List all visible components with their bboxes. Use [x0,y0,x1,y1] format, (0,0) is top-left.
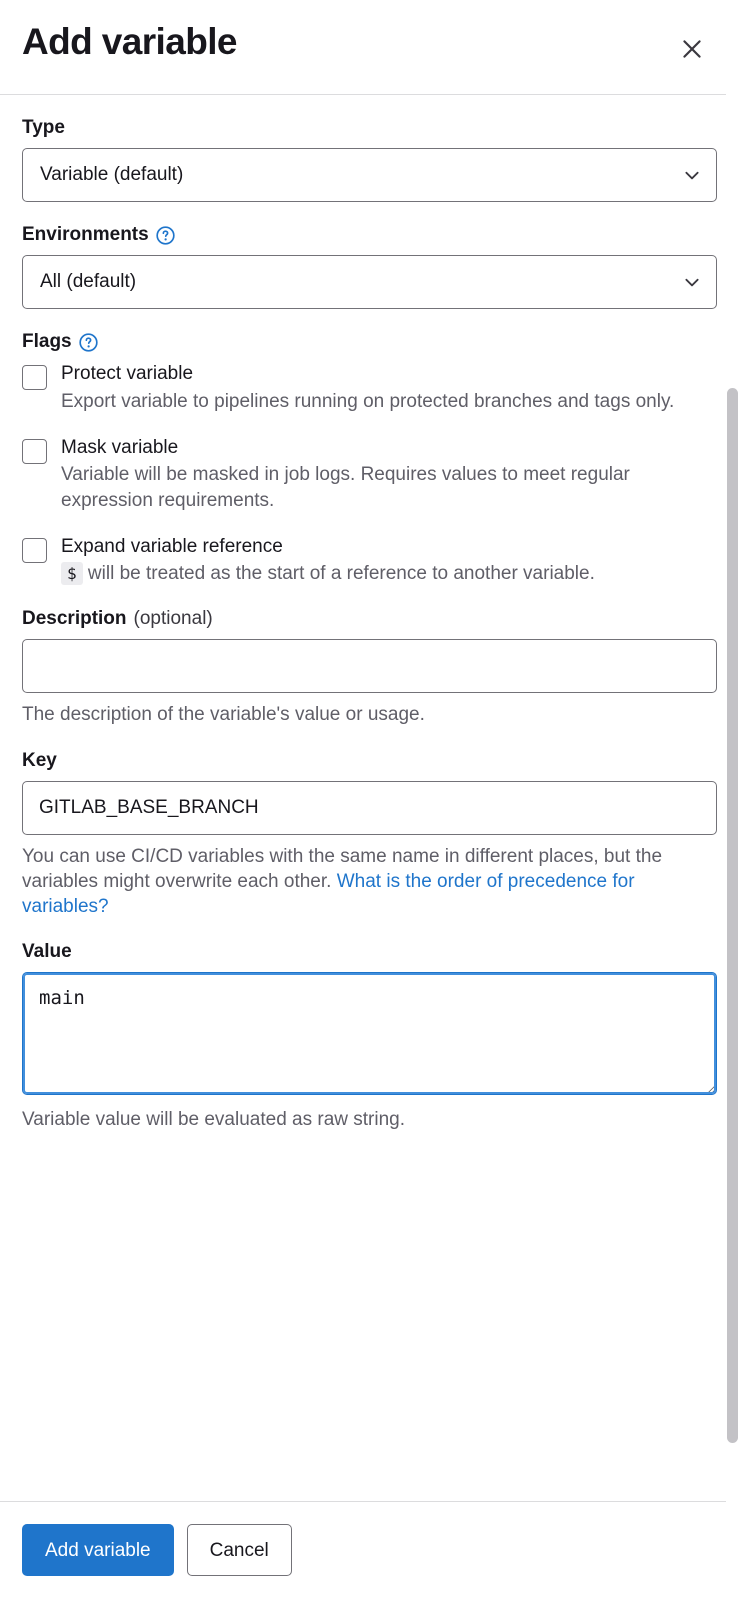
expand-variable-reference-title: Expand variable reference [61,535,283,557]
drawer-body [0,95,739,1475]
close-icon[interactable] [673,30,711,68]
protect-variable-title: Protect variable [61,363,194,384]
key-label [22,750,717,772]
scrollbar-track[interactable] [726,0,739,1600]
add-variable-button[interactable]: Add variable [22,1524,174,1576]
precedence-link[interactable]: What is the order of precedence for variables? [22,870,635,918]
key-helper [22,844,717,920]
drawer-header [0,0,739,95]
environments-select-wrap [22,255,717,309]
dollar-sign-chip: $ [61,562,83,585]
environments-label-text: Environments [22,224,149,245]
page-title: Add variable [22,21,237,62]
mask-variable-text [61,436,717,513]
protect-variable-checkbox[interactable] [22,365,47,390]
description-label-optional: (optional) [133,608,213,630]
flag-expand-variable-reference[interactable] [22,535,717,587]
type-select[interactable] [22,148,717,202]
type-label-text: Type [22,117,65,138]
flag-protect-variable[interactable] [22,362,717,414]
value-label [22,941,717,963]
type-select-value: Variable (default) [40,164,184,185]
type-label [22,117,717,139]
drawer-footer [0,1501,739,1600]
expand-variable-reference-text [61,535,717,587]
mask-variable-title: Mask variable [61,436,179,458]
environments-select[interactable] [22,255,717,309]
question-circle-icon[interactable] [156,226,175,245]
key-input[interactable] [22,781,717,835]
type-select-wrap [22,148,717,202]
value-textarea[interactable] [22,972,717,1095]
mask-variable-checkbox[interactable] [22,439,47,464]
expand-variable-reference-checkbox[interactable] [22,538,47,563]
expand-variable-reference-description [61,561,717,586]
description-label [22,608,717,630]
environments-label [22,224,717,246]
flags-label-text: Flags [22,331,72,352]
value-helper: Variable value will be evaluated as raw string. [22,1109,406,1131]
cancel-button[interactable]: Cancel [187,1524,292,1576]
flags-group [22,362,717,586]
flags-label [22,331,717,353]
description-label-text: Description [22,608,127,630]
key-label-text: Key [22,749,57,771]
expand-variable-reference-description-suffix: will be treated as the start of a reference to another variable. [82,563,595,585]
key-helper-text: You can use CI/CD variables with the same name in different places, but the variables might overwrite each other. [22,845,663,892]
value-label-text: Value [22,941,72,963]
protect-variable-description: Export variable to pipelines running on protected branches and tags only. [61,390,675,412]
description-helper: The description of the variable's value or usage. [22,704,425,726]
question-circle-icon[interactable] [79,333,98,352]
protect-variable-text [61,362,717,414]
environments-select-value: All (default) [40,271,137,292]
flag-mask-variable[interactable] [22,436,717,513]
mask-variable-description: Variable will be masked in job logs. Requires values to meet regular expression requirements. [61,464,630,511]
description-input[interactable] [22,639,717,693]
scrollbar-thumb[interactable] [727,388,738,1443]
